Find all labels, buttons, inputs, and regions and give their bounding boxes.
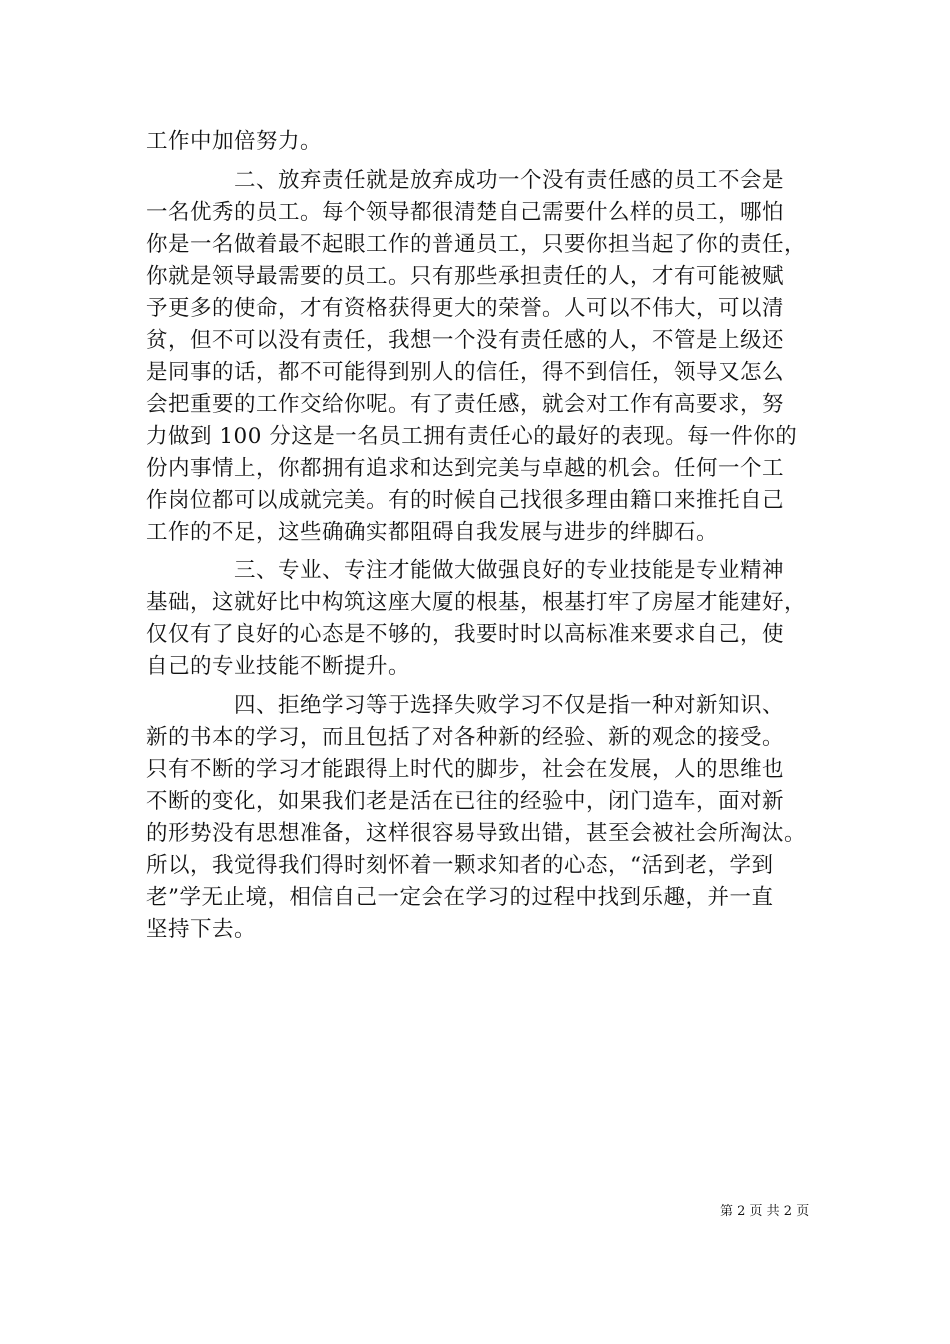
document-body [146,126,808,946]
text-line: 不断的变化，如果我们老是活在已往的经验中，闭门造车，面对新 [146,788,785,814]
text-line: 自己的专业技能不断提升。 [146,654,411,679]
page-number: 第 2 页 共 2 页 [720,1204,810,1219]
text-line: 只有不断的学习才能跟得上时代的脚步，社会在发展，人的思维也 [146,756,785,782]
text-line: 你是一名做着最不起眼工作的普通员工，只要你担当起了你的责任， [146,231,807,257]
text-line: 你就是领导最需要的员工。只有那些承担责任的人，才有可能被赋 [146,263,785,289]
text-line: 作岗位都可以成就完美。有的时候自己找很多理由籍口来推托自己 [146,487,785,513]
text-line: 会把重要的工作交给你呢。有了责任感，就会对工作有高要求，努 [146,391,785,417]
text-line: 二、放弃责任就是放弃成功一个没有责任感的员工不会是 [146,167,785,193]
text-line: 四、拒绝学习等于选择失败学习不仅是指一种对新知识、 [146,692,785,718]
text-line: 一名优秀的员工。每个领导都很清楚自己需要什么样的员工，哪怕 [146,199,785,225]
text-line: 工作的不足，这些确确实都阻碍自我发展与进步的绊脚石。 [146,519,719,545]
text-line: 坚持下去。 [146,916,257,942]
text-line: 贫，但不可以没有责任，我想一个没有责任感的人，不管是上级还 [146,327,785,353]
text-line: 工作中加倍努力。 [146,129,323,154]
text-line: 基础，这就好比中构筑这座大厦的根基，根基打牢了房屋才能建好， [146,590,807,615]
text-line: 老”学无止境，相信自己一定会在学习的过程中找到乐趣，并一直 [146,884,774,910]
text-line: 所以，我觉得我们得时刻怀着一颗求知者的心态，“活到老，学到 [146,852,774,878]
text-line: 份内事情上，你都拥有追求和达到完美与卓越的机会。任何一个工 [146,455,785,481]
text-line: 仅仅有了良好的心态是不够的，我要时时以高标准来要求自己，使 [146,622,785,647]
text-line: 三、专业、专注才能做大做强良好的专业技能是专业精神 [146,558,785,583]
text-line: 是同事的话，都不可能得到别人的信任，得不到信任，领导又怎么 [146,359,785,385]
text-line: 的形势没有思想准备，这样很容易导致出错，甚至会被社会所淘汰。 [146,820,807,846]
text-line: 予更多的使命，才有资格获得更大的荣誉。人可以不伟大，可以清 [146,295,785,321]
text-line: 新的书本的学习，而且包括了对各种新的经验、新的观念的接受。 [146,724,785,750]
text-line: 力做到 100 分这是一名员工拥有责任心的最好的表现。每一件你的 [146,423,798,449]
